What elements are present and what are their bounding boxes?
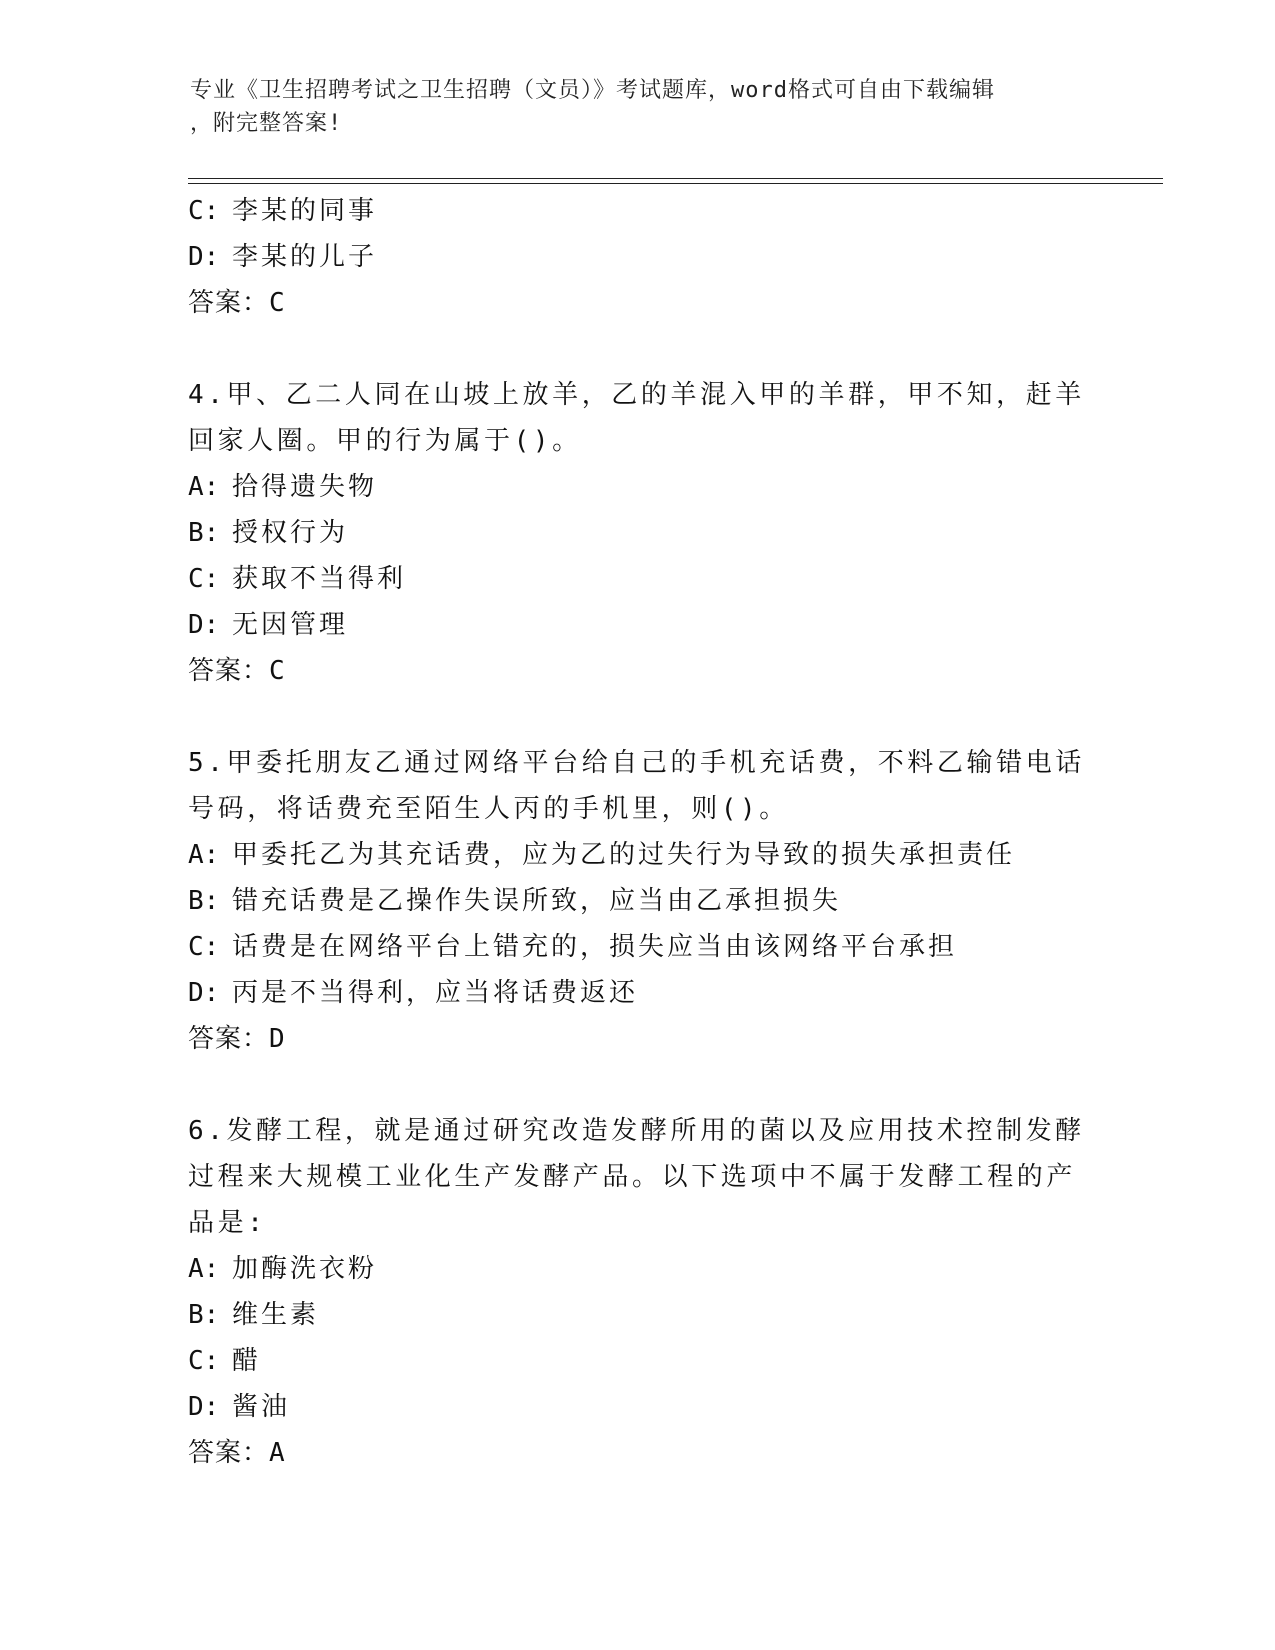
question-stem: 过程来大规模工业化生产发酵产品。以下选项中不属于发酵工程的产 xyxy=(188,1162,1077,1192)
option-d: D: 李某的儿子 xyxy=(188,242,378,272)
header-line-1: 专业《卫生招聘考试之卫生招聘（文员）》考试题库，word格式可自由下载编辑 xyxy=(190,78,995,103)
question-stem: 6.发酵工程，就是通过研究改造发酵所用的菌以及应用技术控制发酵 xyxy=(188,1116,1085,1146)
question-5 xyxy=(188,740,1088,1062)
question-3-tail xyxy=(188,188,1088,326)
question-4 xyxy=(188,372,1088,694)
question-stem: 号码，将话费充至陌生人丙的手机里，则()。 xyxy=(188,794,789,824)
option-d: D: 酱油 xyxy=(188,1392,291,1422)
header-line-2: ，附完整答案! xyxy=(190,111,343,136)
answer: 答案：C xyxy=(188,288,286,318)
question-stem: 5.甲委托朋友乙通过网络平台给自己的手机充话费，不料乙输错电话 xyxy=(188,748,1085,778)
answer: 答案：D xyxy=(188,1024,286,1054)
option-a: A: 甲委托乙为其充话费，应为乙的过失行为导致的损失承担责任 xyxy=(188,840,1016,870)
page-header xyxy=(190,74,1080,140)
question-stem: 回家人圈。甲的行为属于()。 xyxy=(188,426,582,456)
option-a: A: 加酶洗衣粉 xyxy=(188,1254,378,1284)
option-d: D: 无因管理 xyxy=(188,610,349,640)
option-c: C: 醋 xyxy=(188,1346,262,1376)
answer: 答案：C xyxy=(188,656,286,686)
header-divider xyxy=(188,178,1163,184)
option-d: D: 丙是不当得利，应当将话费返还 xyxy=(188,978,639,1008)
answer: 答案：A xyxy=(188,1438,286,1468)
option-b: B: 维生素 xyxy=(188,1300,320,1330)
option-c: C: 获取不当得利 xyxy=(188,564,407,594)
question-stem: 4.甲、乙二人同在山坡上放羊，乙的羊混入甲的羊群，甲不知，赶羊 xyxy=(188,380,1085,410)
option-a: A: 拾得遗失物 xyxy=(188,472,378,502)
question-list xyxy=(188,188,1088,1476)
option-c: C: 话费是在网络平台上错充的，损失应当由该网络平台承担 xyxy=(188,932,958,962)
question-stem: 品是: xyxy=(188,1208,267,1238)
option-c: C: 李某的同事 xyxy=(188,196,378,226)
question-6 xyxy=(188,1108,1088,1476)
option-b: B: 错充话费是乙操作失误所致，应当由乙承担损失 xyxy=(188,886,842,916)
option-b: B: 授权行为 xyxy=(188,518,349,548)
